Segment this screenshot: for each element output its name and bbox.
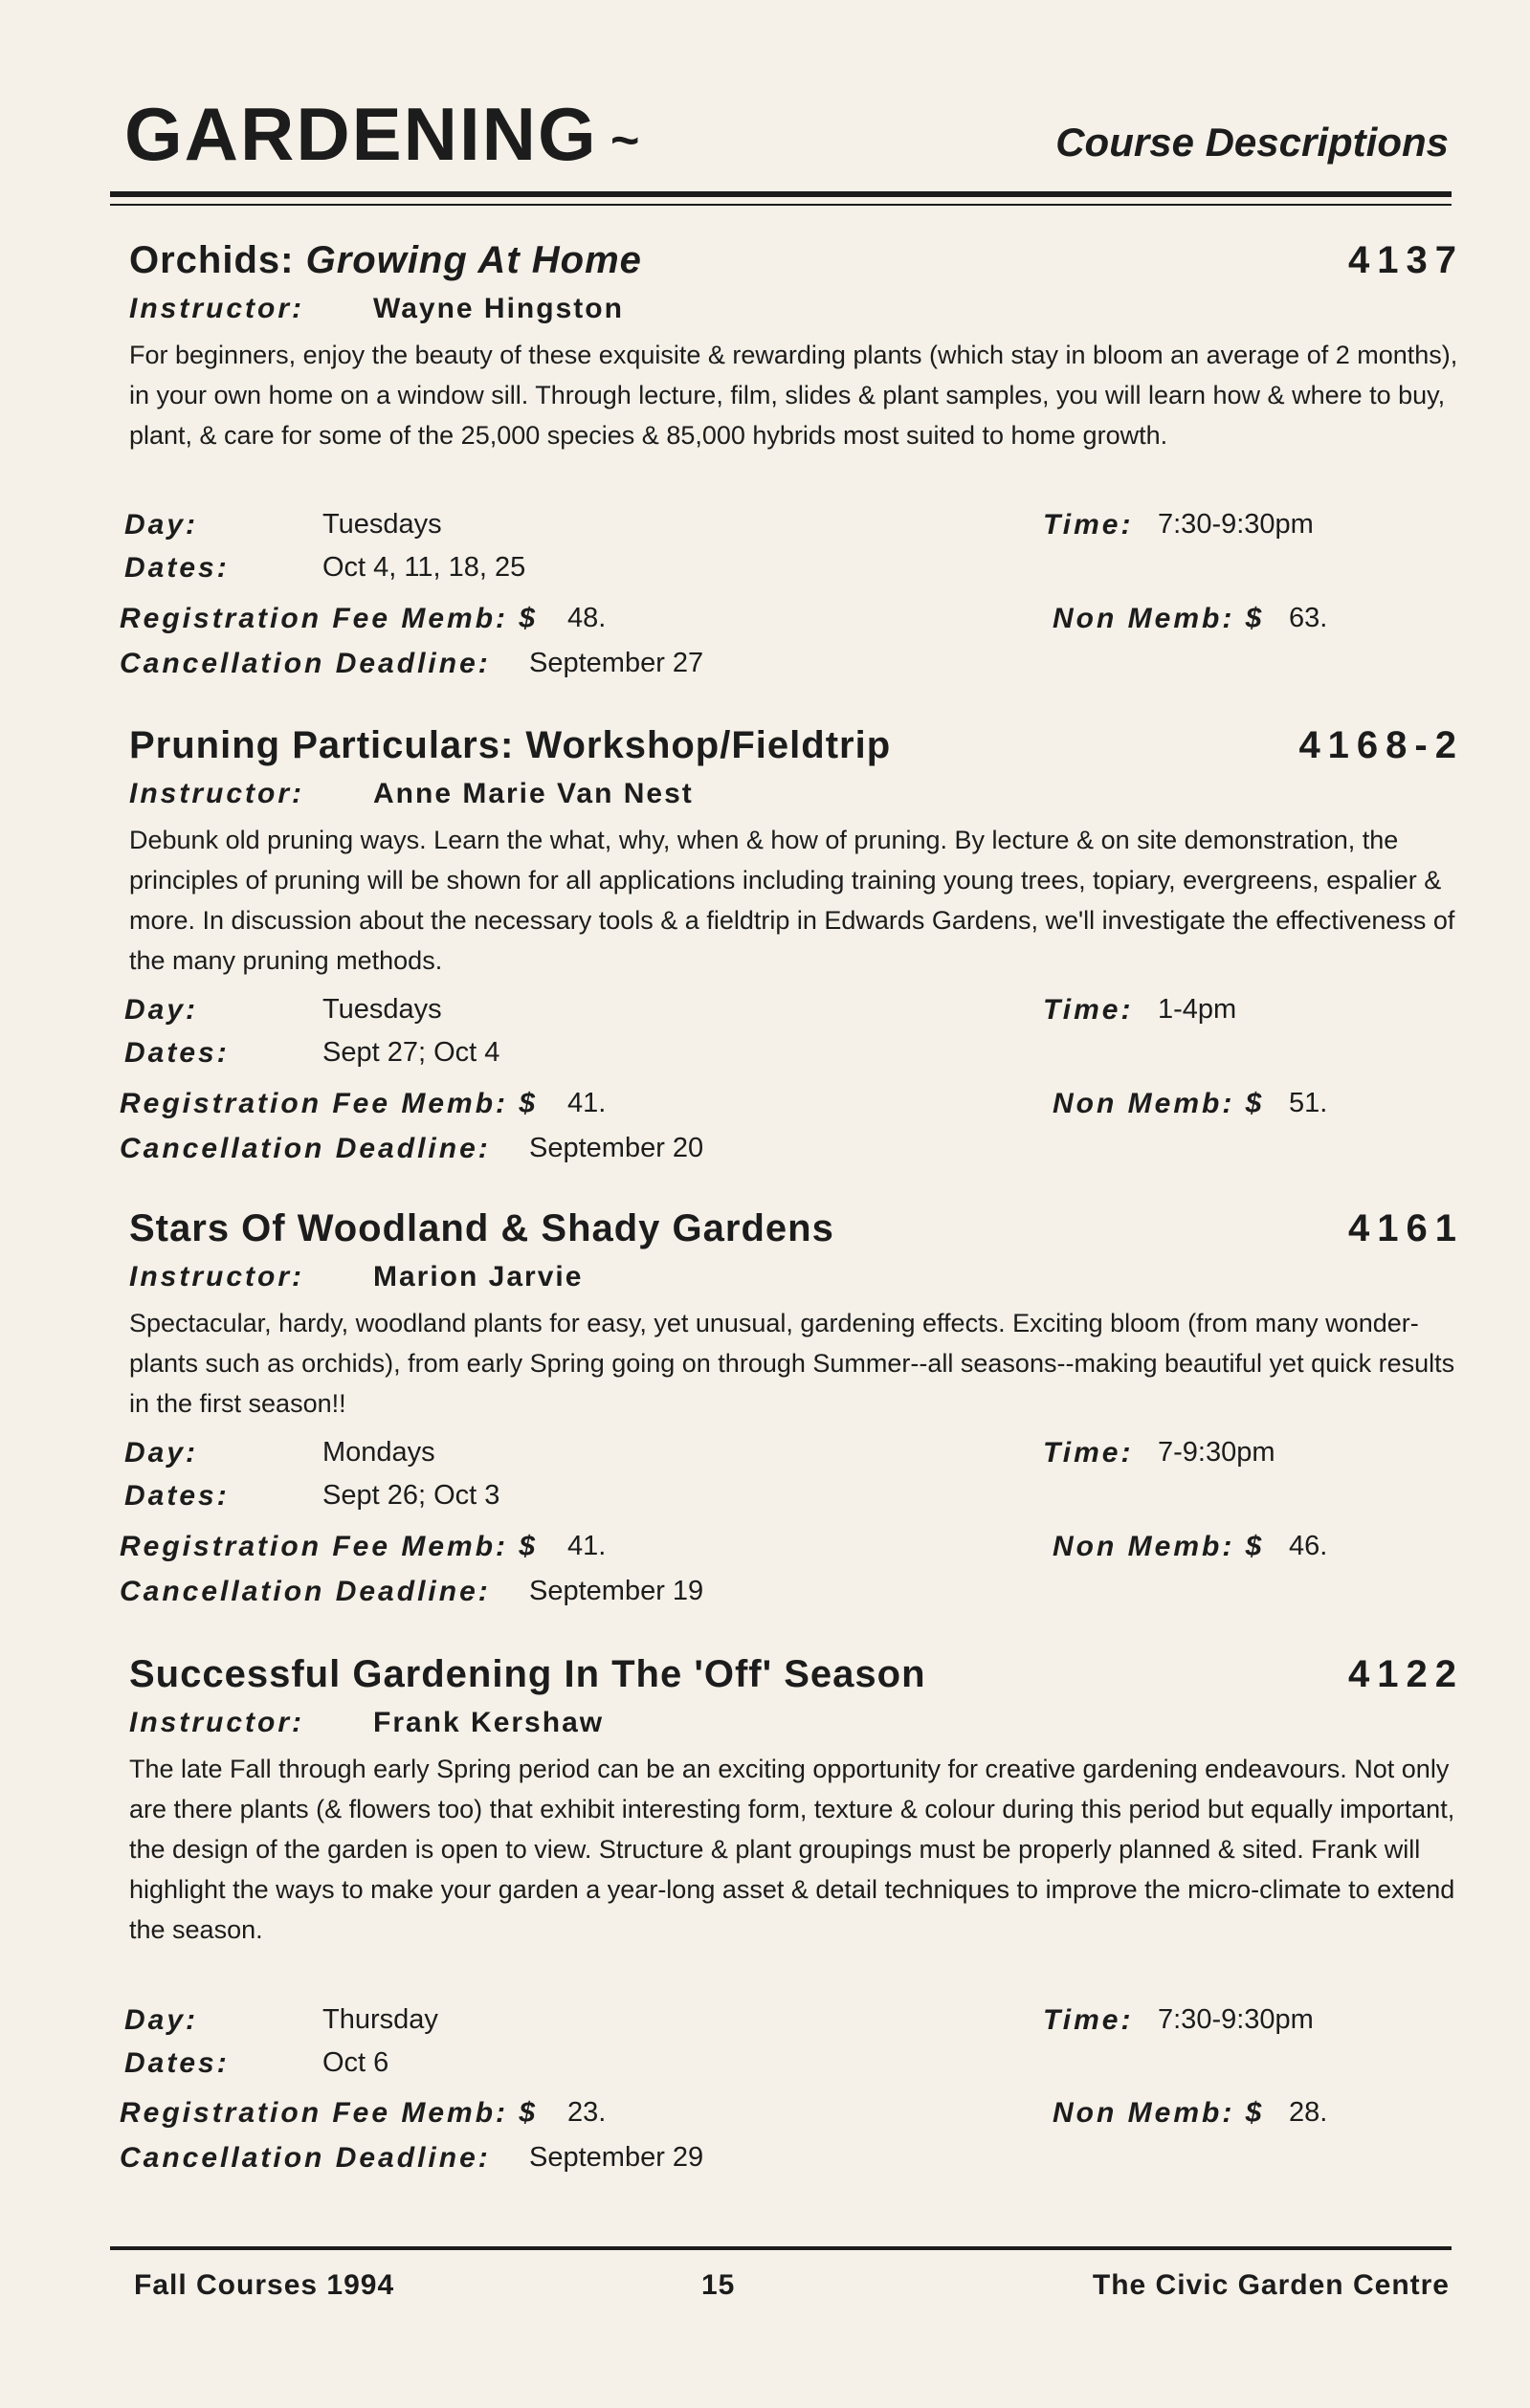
footer-left: Fall Courses 1994 bbox=[134, 2269, 395, 2301]
cancellation-label: Cancellation Deadline: bbox=[120, 648, 491, 679]
footer-rule bbox=[110, 2246, 1452, 2250]
course-number: 4161 bbox=[1348, 1207, 1464, 1249]
cancellation-value: September 20 bbox=[529, 1133, 704, 1163]
time-label: Time: bbox=[1043, 2004, 1134, 2036]
day-value: Mondays bbox=[322, 1437, 435, 1468]
course-title-main: Orchids: bbox=[129, 239, 306, 281]
instructor-label: Instructor: bbox=[129, 293, 304, 324]
day-label: Day: bbox=[124, 1437, 199, 1469]
header-rule-thin bbox=[110, 204, 1452, 206]
course-title: Successful Gardening In The 'Off' Season bbox=[129, 1653, 926, 1695]
course-number: 4168-2 bbox=[1298, 724, 1464, 766]
dates-value: Oct 6 bbox=[322, 2047, 389, 2078]
cancellation-label: Cancellation Deadline: bbox=[120, 1133, 491, 1164]
dates-label: Dates: bbox=[124, 1037, 230, 1069]
instructor-name: Wayne Hingston bbox=[373, 293, 624, 324]
course-title-italic: Growing At Home bbox=[305, 239, 642, 281]
page-title: GARDENING bbox=[124, 92, 598, 176]
time-value: 7-9:30pm bbox=[1158, 1437, 1275, 1468]
dates-value: Sept 26; Oct 3 bbox=[322, 1480, 500, 1511]
cancellation-label: Cancellation Deadline: bbox=[120, 2142, 491, 2174]
time-value: 7:30-9:30pm bbox=[1158, 509, 1314, 540]
page-number: 15 bbox=[701, 2269, 736, 2301]
course-number: 4137 bbox=[1348, 239, 1464, 281]
course-number: 4122 bbox=[1348, 1653, 1464, 1695]
instructor-label: Instructor: bbox=[129, 778, 304, 809]
instructor-label: Instructor: bbox=[129, 1261, 304, 1292]
non-member-fee-value: 46. bbox=[1289, 1531, 1328, 1561]
course-description: For beginners, enjoy the beauty of these exquisite & rewarding plants (which stay in bloom an average of 2 months), in your own home on a window sill. Through lecture, film, slides & plant samples, you will learn how & where to buy, plant, & care for some of the 25,000 species & 85,000 hybrids most suited to home growth. bbox=[129, 341, 1458, 450]
dates-label: Dates: bbox=[124, 552, 230, 584]
registration-fee-label: Registration Fee Memb: $ bbox=[120, 603, 539, 634]
non-member-fee-label: Non Memb: $ bbox=[1053, 1531, 1265, 1562]
day-label: Day: bbox=[124, 509, 199, 541]
dates-label: Dates: bbox=[124, 2047, 230, 2079]
registration-fee-label: Registration Fee Memb: $ bbox=[120, 1531, 539, 1562]
non-member-fee-value: 28. bbox=[1289, 2097, 1328, 2128]
header-rule bbox=[110, 191, 1452, 197]
registration-fee-label: Registration Fee Memb: $ bbox=[120, 2097, 539, 2129]
dates-value: Oct 4, 11, 18, 25 bbox=[322, 552, 526, 583]
time-label: Time: bbox=[1043, 1437, 1134, 1469]
course-title: Pruning Particulars: Workshop/Fieldtrip bbox=[129, 724, 892, 766]
dates-label: Dates: bbox=[124, 1480, 230, 1512]
day-value: Thursday bbox=[322, 2004, 438, 2035]
day-label: Day: bbox=[124, 2004, 199, 2036]
course-description: Spectacular, hardy, woodland plants for easy, yet unusual, gardening effects. Exciting bloom (from many wonder-plants such as orchids), from early Spring going on through Summer--all seasons--making beautiful yet quick results in the first season!! bbox=[129, 1309, 1455, 1418]
course-title bbox=[129, 239, 642, 282]
non-member-fee-value: 51. bbox=[1289, 1088, 1328, 1118]
registration-fee-value: 23. bbox=[567, 2097, 607, 2128]
course-description: The late Fall through early Spring period can be an exciting opportunity for creative gardening endeavours. Not only are there plants (& flowers too) that exhibit interesting form, texture & colour during this period but equally important, the design of the garden is open to view. Structure & plant groupings must be properly planned & sited. Frank will highlight the ways to make your garden a year-long asset & detail techniques to improve the micro-climate to extend the season. bbox=[129, 1755, 1455, 1944]
cancellation-value: September 29 bbox=[529, 2142, 704, 2173]
non-member-fee-label: Non Memb: $ bbox=[1053, 603, 1265, 634]
time-value: 7:30-9:30pm bbox=[1158, 2004, 1314, 2035]
footer-right: The Civic Garden Centre bbox=[1092, 2269, 1450, 2301]
course-title: Stars Of Woodland & Shady Gardens bbox=[129, 1207, 834, 1249]
registration-fee-value: 41. bbox=[567, 1531, 607, 1561]
day-label: Day: bbox=[124, 994, 199, 1026]
cancellation-value: September 27 bbox=[529, 648, 704, 678]
cancellation-label: Cancellation Deadline: bbox=[120, 1576, 491, 1607]
instructor-name: Marion Jarvie bbox=[373, 1261, 584, 1292]
registration-fee-label: Registration Fee Memb: $ bbox=[120, 1088, 539, 1119]
non-member-fee-label: Non Memb: $ bbox=[1053, 1088, 1265, 1119]
day-value: Tuesdays bbox=[322, 994, 442, 1025]
page-subtitle: Course Descriptions bbox=[1055, 120, 1449, 165]
registration-fee-value: 41. bbox=[567, 1088, 607, 1118]
non-member-fee-value: 63. bbox=[1289, 603, 1328, 633]
instructor-name: Frank Kershaw bbox=[373, 1707, 605, 1738]
time-label: Time: bbox=[1043, 509, 1134, 541]
instructor-name: Anne Marie Van Nest bbox=[373, 778, 694, 809]
title-tilde: ~ bbox=[610, 113, 640, 168]
time-value: 1-4pm bbox=[1158, 994, 1237, 1025]
day-value: Tuesdays bbox=[322, 509, 442, 540]
non-member-fee-label: Non Memb: $ bbox=[1053, 2097, 1265, 2129]
course-description: Debunk old pruning ways. Learn the what, why, when & how of pruning. By lecture & on site demonstration, the principles of pruning will be shown for all applications including training young trees, topiary, evergreens, espalier & more. In discussion about the necessary tools & a fieldtrip in Edwards Gardens, we'll investigate the effectiveness of the many pruning methods. bbox=[129, 826, 1455, 975]
page-header bbox=[113, 91, 1449, 182]
dates-value: Sept 27; Oct 4 bbox=[322, 1037, 500, 1068]
time-label: Time: bbox=[1043, 994, 1134, 1026]
instructor-label: Instructor: bbox=[129, 1707, 304, 1738]
cancellation-value: September 19 bbox=[529, 1576, 704, 1606]
registration-fee-value: 48. bbox=[567, 603, 607, 633]
